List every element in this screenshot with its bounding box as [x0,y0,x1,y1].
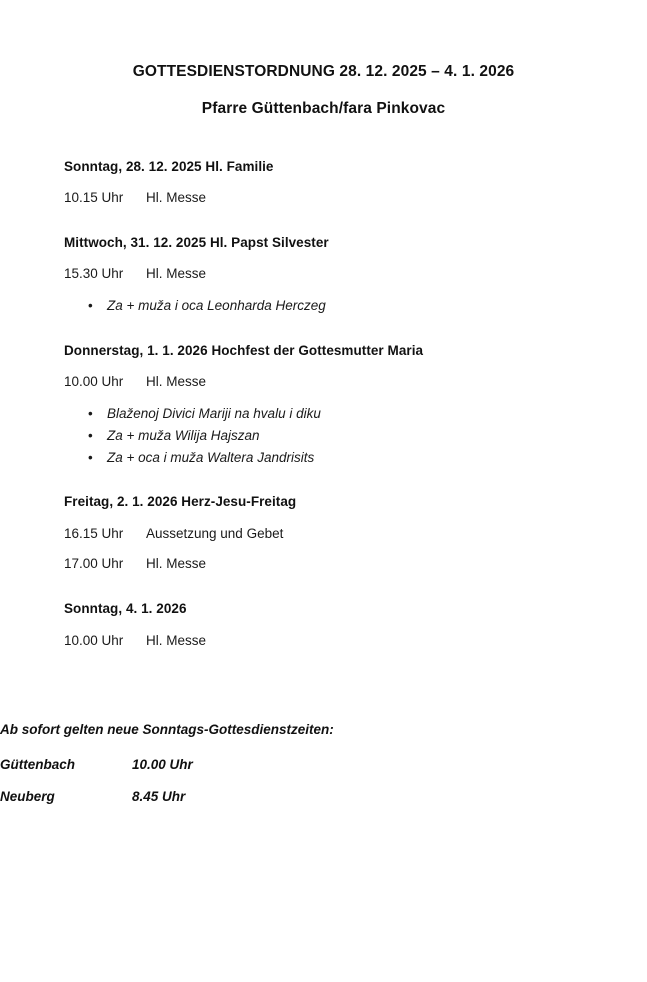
service-time-row [64,373,607,391]
service-description: Hl. Messe [146,556,207,572]
mass-intention-text: Blaženoj Divici Mariji na hvalu i diku [107,405,321,421]
service-time: 10.00 Uhr [64,632,124,648]
service-block [64,493,607,573]
service-time-row [64,525,607,543]
notice-place: Neuberg [0,789,55,805]
service-time-row [64,265,607,283]
service-date-heading: Donnerstag, 1. 1. 2026 Hochfest der Gottesmutter Maria [64,342,424,358]
bullet-icon: • [88,427,93,443]
service-date-heading: Mittwoch, 31. 12. 2025 Hl. Papst Silvester [64,234,329,250]
mass-intention-item [64,405,607,423]
service-description: Hl. Messe [146,374,207,390]
service-date-heading: Sonntag, 28. 12. 2025 Hl. Familie [64,158,274,174]
mass-intention-text: Za + muža Wilija Hajszan [107,427,260,443]
service-time: 10.15 Uhr [64,190,124,206]
service-block [64,234,607,315]
service-time: 15.30 Uhr [64,266,124,282]
notice-rows [0,756,647,806]
notice-row [0,756,647,774]
bullet-icon: • [88,405,93,421]
service-block [64,342,607,467]
document-header [0,0,647,120]
service-block [64,158,607,207]
service-time-row [64,189,607,207]
service-time-row [64,632,607,650]
service-block [64,600,607,649]
service-description: Hl. Messe [146,632,207,648]
service-time: 16.15 Uhr [64,525,124,541]
bullet-icon: • [88,449,93,465]
mass-intention-text: Za + muža i oca Leonharda Herczeg [107,298,326,314]
service-time-row [64,555,607,573]
notice-time: 8.45 Uhr [132,789,186,805]
service-schedule-list [0,158,647,649]
page-title: GOTTESDIENSTORDNUNG 28. 12. 2025 – 4. 1. 2026 [132,63,515,80]
mass-intention-text: Za + oca i muža Waltera Jandrisits [107,449,315,465]
notice-block [0,721,647,806]
service-date-heading: Sonntag, 4. 1. 2026 [64,601,187,617]
service-description: Hl. Messe [146,190,207,206]
service-description: Aussetzung und Gebet [146,525,284,541]
mass-intentions-list [64,297,607,315]
notice-time: 10.00 Uhr [132,756,193,772]
notice-place: Güttenbach [0,756,76,772]
notice-title: Ab sofort gelten neue Sonntags-Gottesdienstzeiten: [0,722,334,738]
notice-row [0,788,647,806]
service-date-heading: Freitag, 2. 1. 2026 Herz-Jesu-Freitag [64,494,297,510]
page-subtitle: Pfarre Güttenbach/fara Pinkovac [201,99,446,117]
bullet-icon: • [88,298,93,314]
service-description: Hl. Messe [146,266,207,282]
mass-intention-item [64,449,607,467]
service-time: 10.00 Uhr [64,374,124,390]
mass-intention-item [64,427,607,445]
service-time: 17.00 Uhr [64,556,124,572]
mass-intention-item [64,297,607,315]
mass-intentions-list [64,405,607,466]
